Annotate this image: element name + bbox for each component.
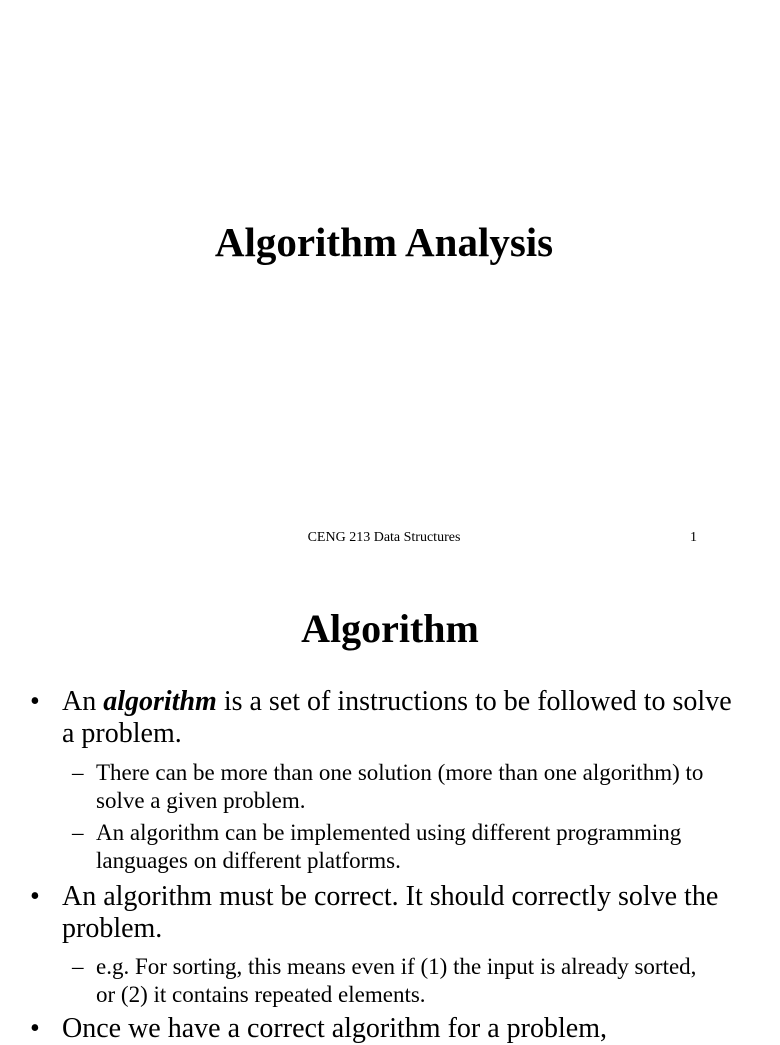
footer-course-name: CENG 213 Data Structures	[307, 530, 461, 545]
bullet-marker: •	[30, 1013, 40, 1044]
dash-marker: –	[72, 820, 84, 845]
slide-title: Algorithm Analysis	[214, 219, 554, 265]
bullet-marker: •	[30, 881, 40, 912]
bullet-emphasis: algorithm	[103, 686, 217, 717]
sub-bullet-text: There can be more than one solution (more than one algorithm) to solve a given problem.	[96, 760, 704, 813]
footer-page-number: 1	[690, 530, 697, 545]
bullet-text: Once we have a correct algorithm for a problem,	[62, 1013, 607, 1044]
bullet-marker: •	[30, 686, 40, 717]
bullet-text: An algorithm must be correct. It should correctly solve the problem.	[62, 881, 719, 944]
bullet-text-prefix: An	[62, 686, 104, 717]
sub-bullet-text: e.g. For sorting, this means even if (1) the input is already sorted, or (2) it contains repeated elements.	[96, 954, 697, 1007]
slide-2	[0, 565, 768, 1044]
slide-title: Algorithm	[301, 606, 479, 651]
bullet-text	[62, 686, 742, 750]
dash-marker: –	[72, 760, 84, 785]
dash-marker: –	[72, 954, 84, 979]
bullet-text-suffix: is a set of instructions to be followed to solve a problem.	[62, 686, 732, 749]
sub-bullet-text: An algorithm can be implemented using different programming languages on different platforms.	[96, 820, 682, 873]
